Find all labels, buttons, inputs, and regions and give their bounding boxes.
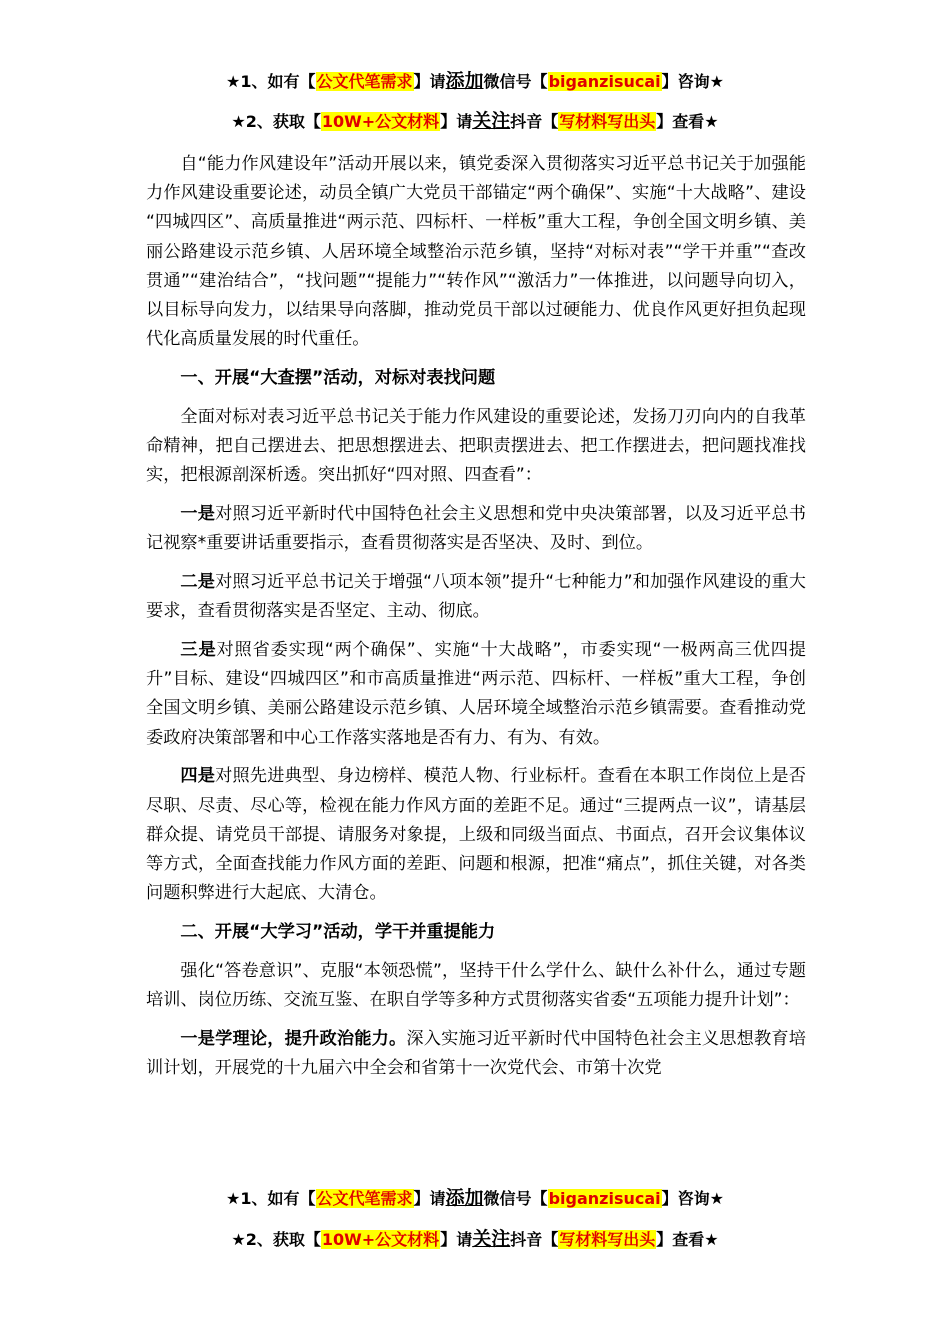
banner-prefix: ★2、获取【 bbox=[231, 1230, 321, 1249]
list-item-5 bbox=[146, 1025, 806, 1083]
item-text: 对照习近平总书记关于增强“八项本领”提升“七种能力”和加强作风建设的重大要求，查看贯彻落实是否坚定、主动、彻底。 bbox=[146, 572, 806, 622]
banner-underline: 关注 bbox=[472, 1228, 511, 1250]
banner-highlight: 10W+公文材料 bbox=[321, 1230, 440, 1249]
item-lead: 三是 bbox=[180, 640, 217, 661]
list-item-2 bbox=[146, 568, 806, 626]
banner-text: 微信号【 bbox=[483, 1189, 548, 1208]
banner-text: 抖音【 bbox=[510, 112, 559, 131]
item-lead: 二是 bbox=[180, 572, 216, 593]
banner-highlight: 写材料写出头 bbox=[559, 1230, 656, 1249]
banner-underline: 添加 bbox=[445, 70, 484, 92]
banner-text: 抖音【 bbox=[510, 1230, 559, 1249]
banner-suffix: 】查看★ bbox=[656, 1230, 719, 1249]
banner-prefix: ★1、如有【 bbox=[226, 72, 316, 91]
section-heading-2: 二、开展“大学习”活动，学干并重提能力 bbox=[180, 922, 496, 943]
banner-highlight: 10W+公文材料 bbox=[321, 112, 440, 131]
item-text: 对照习近平新时代中国特色社会主义思想和党中央决策部署，以及习近平总书记视察*重要讲话重要指示，查看贯彻落实是否坚决、及时、到位。 bbox=[146, 504, 806, 554]
banner-suffix: 】咨询★ bbox=[661, 1189, 724, 1208]
banner-prefix: ★1、如有【 bbox=[226, 1189, 316, 1208]
banner-highlight: 写材料写出头 bbox=[559, 112, 656, 131]
banner-prefix: ★2、获取【 bbox=[231, 112, 321, 131]
promo-banner-bottom-1 bbox=[0, 1187, 950, 1210]
item-text: 深入实施习近平新时代中国特色社会主义思想教育培训计划，开展党的十九届六中全会和省第十一次党代会、市第十次党 bbox=[146, 1028, 806, 1079]
list-item-1 bbox=[146, 500, 806, 558]
banner-text: 】请 bbox=[413, 72, 446, 91]
banner-underline: 添加 bbox=[445, 1187, 484, 1209]
banner-underline: 关注 bbox=[472, 110, 511, 132]
banner-text: 】请 bbox=[413, 1189, 446, 1208]
banner-text: 微信号【 bbox=[483, 72, 548, 91]
promo-banner-top-1 bbox=[0, 70, 950, 93]
document-body bbox=[146, 150, 806, 1093]
intro-paragraph: 自“能力作风建设年”活动开展以来，镇党委深入贯彻落实习近平总书记关于加强能力作风建设重要论述，动员全镇广大党员干部锚定“两个确保”、实施“十大战略”、建设 “四城四区”、高质量推进“两示范、四标杆、一样板”重大工程，争创全国文明乡镇、美丽公路建设示范乡镇、人居环境全域整治示范乡镇，坚持“对标对表”“学干并重”“查改贯通”“建治结合”，“找问题”“提能力”“转作风”“激活力”一体推进，以问题导向切入，以目标导向发力，以结果导向落脚，推动党员干部以过硬能力、优良作风更好担负起现代化高质量发展的时代重任。 bbox=[146, 154, 806, 350]
item-lead: 一是学理论，提升政治能力。 bbox=[180, 1028, 407, 1049]
item-lead: 一是 bbox=[180, 504, 216, 525]
promo-banner-bottom-2 bbox=[0, 1228, 950, 1251]
section-1-paragraph: 全面对标对表习近平总书记关于能力作风建设的重要论述，发扬刀刃向内的自我革命精神，把自己摆进去、把思想摆进去、把职责摆进去、把工作摆进去，把问题找准找实，把根源剖深析透。突出抓好“四对照、四查看”： bbox=[146, 406, 806, 486]
banner-text: 】请 bbox=[440, 112, 473, 131]
section-2-paragraph: 强化“答卷意识”、克服“本领恐慌”，坚持干什么学什么、缺什么补什么，通过专题培训、岗位历练、交流互鉴、在职自学等多种方式贯彻落实省委“五项能力提升计划”： bbox=[146, 960, 806, 1011]
item-text: 对照先进典型、身边榜样、模范人物、行业标杆。查看在本职工作岗位上是否尽职、尽责、尽心等，检视在能力作风方面的差距不足。通过“三提两点一议”，请基层群众提、请党员干部提、请服务对象提，上级和同级当面点、书面点，召开会议集体议等方式，全面查找能力作风方面的差距、问题和根源，把准“痛点”，抓住关键，对各类问题积弊进行大起底、大清仓。 bbox=[146, 766, 806, 904]
section-heading-1: 一、开展“大查摆”活动，对标对表找问题 bbox=[180, 368, 496, 389]
banner-highlight: 公文代笔需求 bbox=[316, 72, 413, 91]
banner-highlight: biganzisucai bbox=[548, 1189, 661, 1208]
banner-suffix: 】查看★ bbox=[656, 112, 719, 131]
banner-highlight: 公文代笔需求 bbox=[316, 1189, 413, 1208]
banner-highlight: biganzisucai bbox=[548, 72, 661, 91]
item-lead: 四是 bbox=[180, 766, 216, 787]
promo-banner-top-2 bbox=[0, 110, 950, 133]
list-item-4 bbox=[146, 762, 806, 908]
banner-suffix: 】咨询★ bbox=[661, 72, 724, 91]
banner-text: 】请 bbox=[440, 1230, 473, 1249]
item-text: 对照省委实现“两个确保”、实施“十大战略”，市委实现“一极两高三优四提升”目标、建设“四城四区”和市高质量推进“两示范、四标杆、一样板”重大工程，争创全国文明乡镇、美丽公路建设示范乡镇、人居环境全域整治示范乡镇需要。查看推动党委政府决策部署和中心工作落实落地是否有力、有为、有效。 bbox=[146, 640, 806, 748]
list-item-3 bbox=[146, 636, 806, 753]
